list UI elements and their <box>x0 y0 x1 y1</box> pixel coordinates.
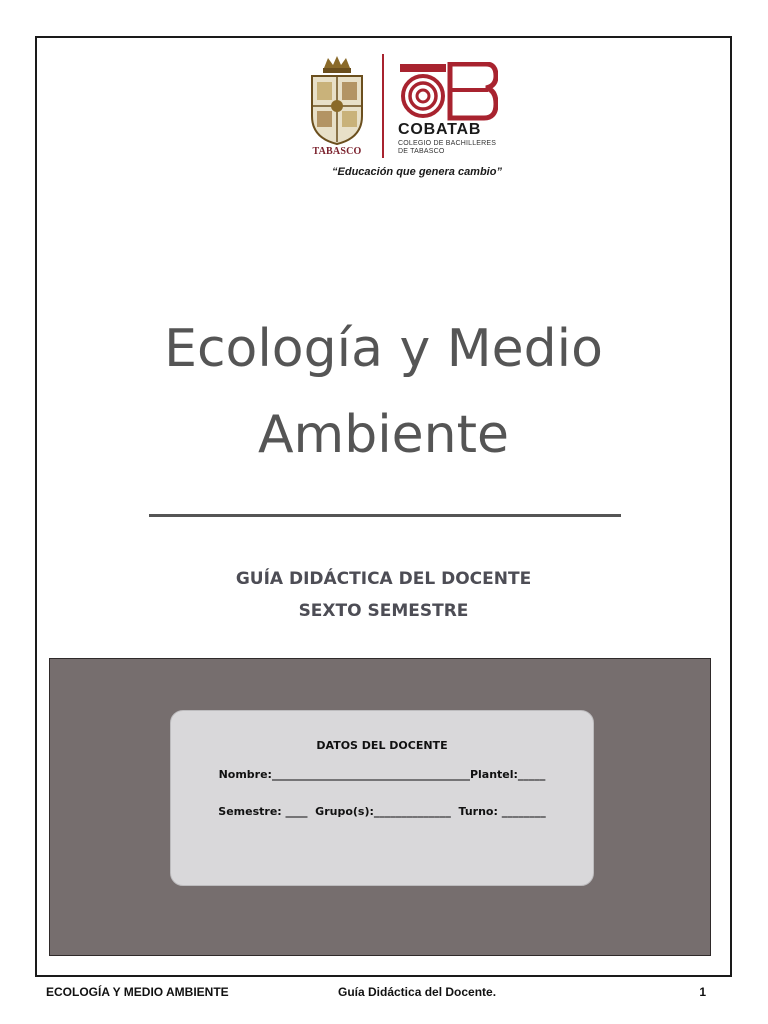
teacher-data-card <box>170 710 594 886</box>
slogan: “Educación que genera cambio” <box>332 166 502 178</box>
semester-group-shift-field: Semestre: ____ Grupo(s):______________ Turno: ________ <box>218 805 546 818</box>
name-field: Nombre:____________________________________Plantel:_____ <box>218 768 546 781</box>
title-line-2: Ambiente <box>257 405 509 465</box>
teacher-data-title: DATOS DEL DOCENTE <box>316 739 448 752</box>
cobatab-logo-icon <box>398 62 498 122</box>
crest-caption: TABASCO <box>312 146 362 157</box>
subtitle-line-2: SEXTO SEMESTRE <box>298 601 469 621</box>
logo-divider <box>382 54 384 158</box>
institution-full-line-2: DE TABASCO <box>398 148 445 155</box>
page-number: 1 <box>699 985 706 999</box>
title-line-1: Ecología y Medio <box>164 319 603 379</box>
institution-name: COBATAB <box>398 121 482 138</box>
document-subtitle <box>37 563 730 627</box>
cover-page <box>35 36 732 977</box>
header-logos <box>302 46 522 186</box>
title-divider <box>149 514 621 517</box>
teacher-data-panel <box>49 658 711 956</box>
document-title <box>37 306 730 478</box>
tabasco-crest-icon <box>306 54 368 148</box>
institution-full-name <box>398 140 518 156</box>
page-footer <box>46 985 706 1003</box>
footer-subject: ECOLOGÍA Y MEDIO AMBIENTE <box>46 985 229 999</box>
footer-guide-title: Guía Didáctica del Docente. <box>338 985 497 999</box>
institution-full-line-1: COLEGIO DE BACHILLERES <box>398 140 497 147</box>
subtitle-line-1: GUÍA DIDÁCTICA DEL DOCENTE <box>235 569 532 589</box>
